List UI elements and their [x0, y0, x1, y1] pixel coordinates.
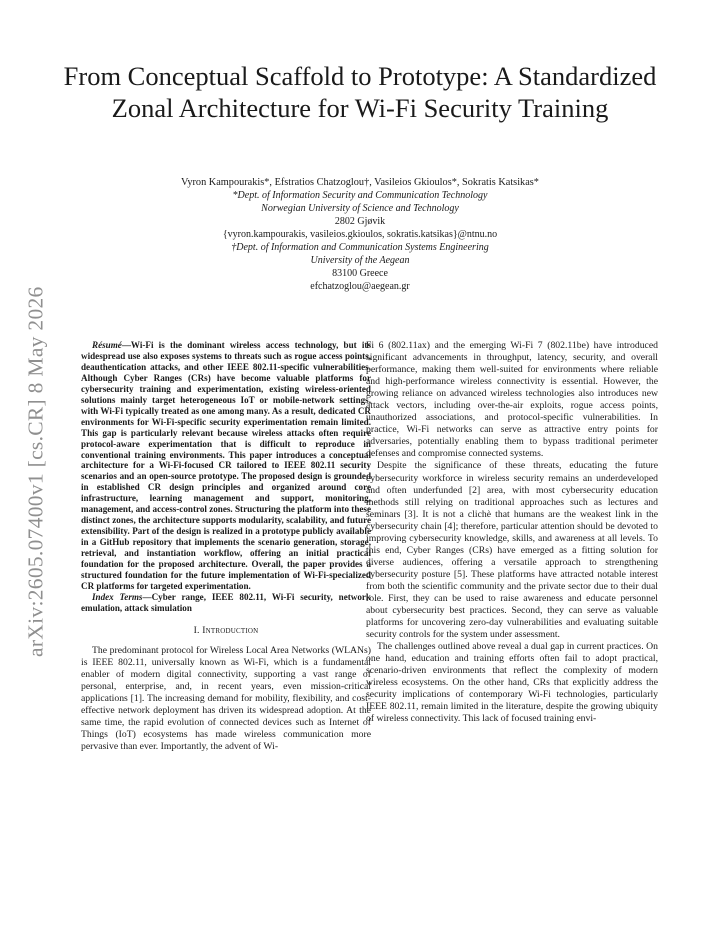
abstract-text: —Wi-Fi is the dominant wireless access technology, but its widespread use also exposes systems to threats such as rogue access points, deauthentication attacks, and other IEEE 802.11-specific vulnerabilities. Although Cyber Ranges (CRs) have become valuable platforms for cybersecurity training and experimentation, existing wireless-oriented solutions mainly target heterogeneous IoT or mobile-network settings, with Wi-Fi typically treated as one among many. As a result, dedicated CR environments for Wi-Fi-specific security experimentation remain limited. This gap is particularly relevant because wireless attacks often require protocol-aware experimentation that is difficult to reproduce in conventional training environments. This paper introduces a conceptual architecture for a Wi-Fi-focused CR tailored to IEEE 802.11 security scenarios and an open-source prototype. The proposed design is grounded in established CR design principles and organized around core infrastructure, learning management and support, monitoring, management, and access-control zones. Structuring the platform into these distinct zones, the architecture supports modularity, scalability, and future extensibility. Part of the design is realized in a prototype publicly available in a GitHub repository that implements the scenario generation, storage, retrieval, and instantiation workflow, offering an initial practical foundation for the proposed architecture. Overall, the paper provides a structured foundation for the future implementation of Wi-Fi-specialized CR platforms for targeted experimentation. — [81, 340, 371, 591]
affiliation-1-email: {vyron.kampourakis, vasileios.gkioulos, sokratis.katsikas}@ntnu.no — [222, 229, 498, 240]
index-terms-text: —Cyber range, IEEE 802.11, Wi-Fi security, network emulation, attack simulation — [81, 591, 371, 613]
section-number: I. — [193, 624, 200, 636]
index-terms — [81, 592, 371, 614]
affiliation-1-city: 2802 Gjøvik — [334, 216, 386, 227]
affiliation-2-email: efchatzoglou@aegean.gr — [310, 281, 410, 292]
section-heading-introduction — [81, 625, 371, 637]
section-title: Introduction — [202, 624, 259, 636]
index-terms-label: Index Terms — [92, 591, 143, 602]
paper-title: From Conceptual Scaffold to Prototype: A Standardized Zonal Architecture for Wi-Fi Security Training — [63, 61, 657, 123]
body-paragraph: The challenges outlined above reveal a dual gap in current practices. On one hand, education and training efforts often fail to adopt practical, scenario-driven environments that reflect the complexity of modern wireless ecosystems. On the other hand, CRs that explicitly address the security implications of contemporary Wi-Fi technologies, particularly IEEE 802.11, remain limited in the literature, despite the growing ubiquity of wireless connectivity. This lack of focused training envi- — [366, 641, 658, 725]
affiliation-2-city: 83100 Greece — [332, 268, 388, 279]
affiliation-1-department: *Dept. of Information Security and Communication Technology — [232, 190, 488, 201]
author-names: Vyron Kampourakis*, Efstratios Chatzoglou†, Vasileios Gkioulos*, Sokratis Katsikas* — [181, 177, 539, 188]
arxiv-identifier: arXiv:2605.07400v1 [cs.CR] 8 May 2026 — [23, 286, 48, 658]
body-paragraph: Despite the significance of these threats, educating the future cybersecurity workforce in wireless security remains an underdeveloped and often underfunded [2] area, with most cybersecurity education methods still relying on traditional approaches such as lectures and seminars [3]. It is not a clichè that humans are the weakest link in the cybersecurity chain [4]; therefore, particular attention should be devoted to improving cybersecurity knowledge, skills, and awareness at all levels. To this end, Cyber Ranges (CRs) have emerged as a fitting solution for diverse audiences, offering a versatile approach to strengthening cybersecurity posture [5]. These platforms have attracted notable interest from both the scientific community and the private sector due to their dual role. First, they can be used to raise awareness and educate personnel about cybersecurity best practices. Second, they can serve as valuable platforms for uncovering zero-day vulnerabilities and evaluating suitable security controls for the system under assessment. — [366, 460, 658, 641]
author-block — [60, 176, 660, 293]
affiliation-1-university: Norwegian University of Science and Technology — [261, 203, 459, 214]
affiliation-2-department: †Dept. of Information and Communication Systems Engineering — [231, 242, 489, 253]
abstract — [81, 340, 371, 592]
affiliation-2-university: University of the Aegean — [310, 255, 410, 266]
left-column — [81, 340, 371, 753]
body-paragraph: The predominant protocol for Wireless Local Area Networks (WLANs) is IEEE 802.11, universally known as Wi-Fi, which is a fundamental enabler of modern digital connectivity, supporting a vast range of personal, enterprise, and, in recent years, even mission-critical applications [1]. The increasing demand for mobility, flexibility, and cost-effective network deployment has driven its widespread adoption. At the same time, the rapid evolution of connected devices such as Internet of Things (IoT) ecosystems has made wireless communication more pervasive than ever. Importantly, the advent of Wi- — [81, 644, 371, 753]
body-paragraph: Fi 6 (802.11ax) and the emerging Wi-Fi 7 (802.11be) have introduced significant advancements in throughput, latency, security, and overall performance, making them well-suited for environments where reliable and high-performance wireless connectivity is essential. However, the growing reliance on advanced wireless technologies also introduces new attack vectors, including over-the-air exploits, rogue access points, unauthorized associations, and protocol-specific vulnerabilities. In practice, Wi-Fi networks can serve as attractive entry points for adversaries, potentially enabling them to bypass traditional perimeter defenses and compromise connected systems. — [366, 340, 658, 460]
right-column — [366, 340, 658, 726]
abstract-label: Résumé — [92, 340, 122, 350]
